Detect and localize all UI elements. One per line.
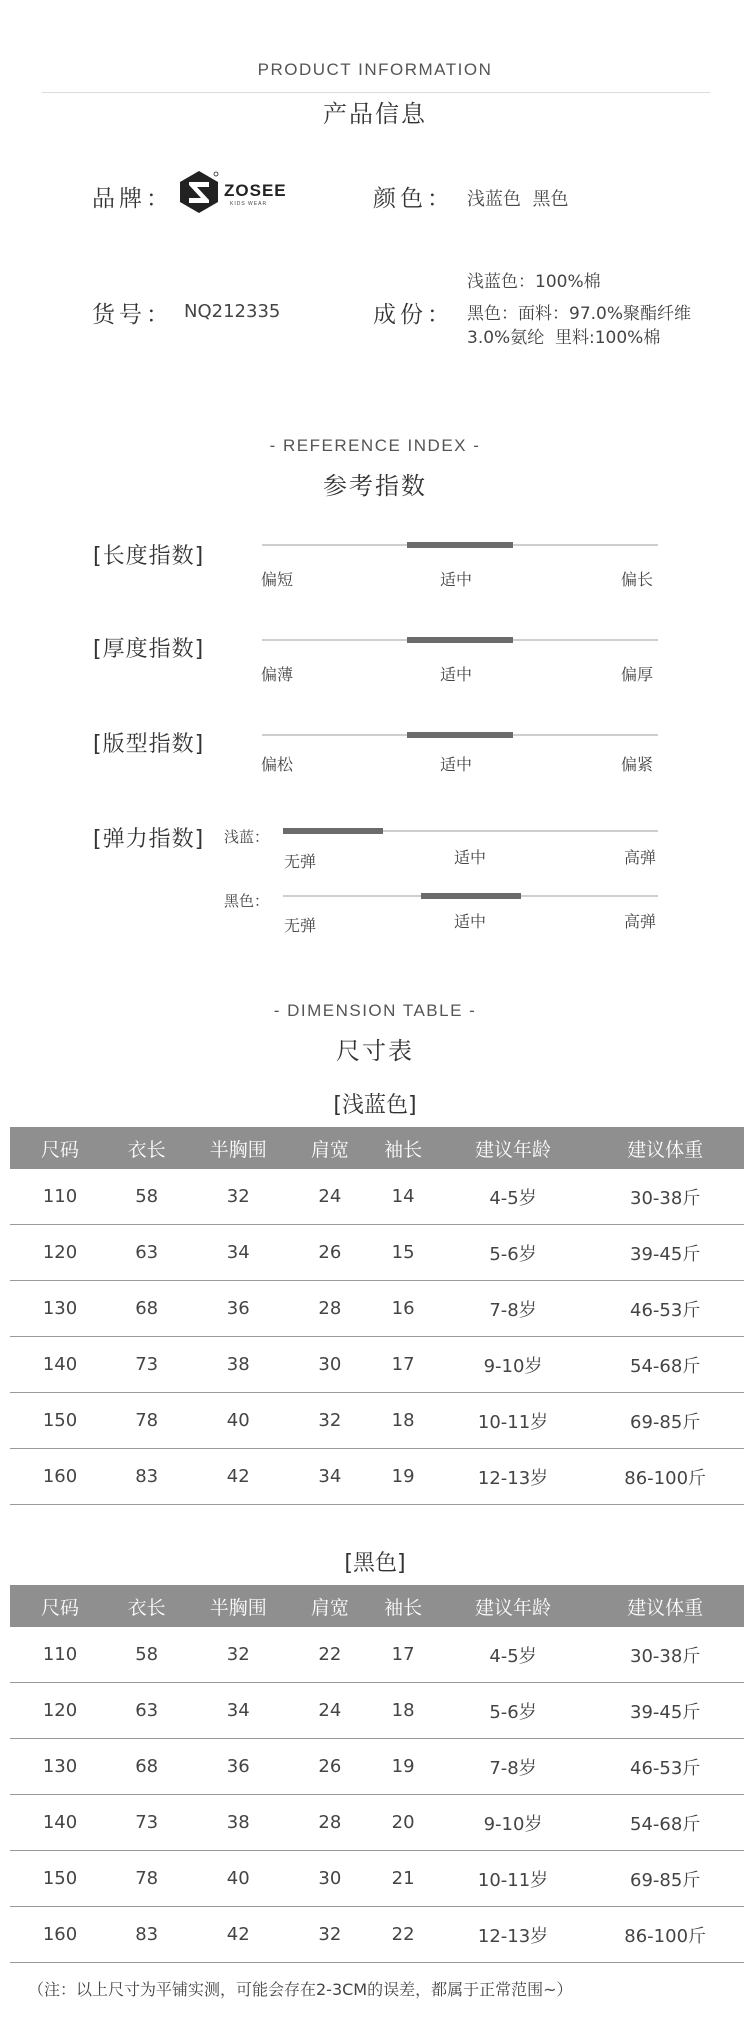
light-blue-size-table <box>10 1127 744 1505</box>
table-cell: 22 <box>366 1907 439 1963</box>
thickness-index-right: 偏厚 <box>621 665 654 684</box>
table-cell: 32 <box>183 1627 293 1683</box>
fit-index-mid: 适中 <box>440 755 473 774</box>
header-length: 衣长 <box>110 1127 183 1169</box>
elasticity-black-mid: 适中 <box>454 912 487 931</box>
sku-label: 货号： <box>92 302 173 328</box>
table-cell: 68 <box>110 1739 183 1795</box>
material-label: 成份： <box>373 302 454 328</box>
table-row <box>10 1449 744 1505</box>
table-cell: 18 <box>366 1683 439 1739</box>
table-row <box>10 1225 744 1281</box>
dimension-title-en: - DIMENSION TABLE - <box>273 1001 477 1020</box>
table-cell: 38 <box>183 1795 293 1851</box>
divider <box>42 92 710 93</box>
table-row <box>10 1907 744 1963</box>
fit-index-right: 偏紧 <box>621 755 654 774</box>
light-blue-table-title: [浅蓝色] <box>333 1093 417 1118</box>
table-cell: 5-6岁 <box>440 1683 587 1739</box>
table-cell: 110 <box>10 1627 110 1683</box>
table-cell: 140 <box>10 1337 110 1393</box>
table-cell: 26 <box>293 1739 366 1795</box>
logo-subtext: KIDS WEAR <box>230 201 268 207</box>
table-cell: 18 <box>366 1393 439 1449</box>
table-cell: 28 <box>293 1795 366 1851</box>
table-cell: 58 <box>110 1627 183 1683</box>
elasticity-black-left: 无弹 <box>284 916 317 935</box>
table-cell: 150 <box>10 1851 110 1907</box>
table-cell: 19 <box>366 1739 439 1795</box>
header-half-chest: 半胸围 <box>183 1585 293 1627</box>
table-cell: 69-85斤 <box>586 1851 744 1907</box>
header-weight: 建议体重 <box>586 1127 744 1169</box>
table-cell: 42 <box>183 1907 293 1963</box>
header-sleeve: 袖长 <box>366 1127 439 1169</box>
material-line-2: 黑色：面料：97.0%聚酯纤维 <box>467 304 692 324</box>
table-cell: 63 <box>110 1225 183 1281</box>
table-cell: 21 <box>366 1851 439 1907</box>
table-cell: 26 <box>293 1225 366 1281</box>
table-cell: 30-38斤 <box>586 1169 744 1225</box>
table-cell: 36 <box>183 1281 293 1337</box>
table-cell: 39-45斤 <box>586 1683 744 1739</box>
fit-index-marker <box>407 732 513 738</box>
table-row <box>10 1337 744 1393</box>
table-cell: 30 <box>293 1337 366 1393</box>
table-cell: 38 <box>183 1337 293 1393</box>
table-cell: 7-8岁 <box>440 1281 587 1337</box>
elasticity-light-blue-left: 无弹 <box>284 852 317 871</box>
table-cell: 19 <box>366 1449 439 1505</box>
measurement-note: （注：以上尺寸为平铺实测，可能会存在2-3CM的误差，都属于正常范围~） <box>28 1980 573 1999</box>
thickness-index-left: 偏薄 <box>261 665 294 684</box>
table-cell: 58 <box>110 1169 183 1225</box>
table-cell: 83 <box>110 1907 183 1963</box>
table-cell: 32 <box>183 1169 293 1225</box>
header-size: 尺码 <box>10 1585 110 1627</box>
table-cell: 9-10岁 <box>440 1337 587 1393</box>
product-info-title-cn: 产品信息 <box>323 100 427 128</box>
dimension-title-cn: 尺寸表 <box>336 1037 414 1065</box>
table-cell: 73 <box>110 1795 183 1851</box>
table-cell: 160 <box>10 1449 110 1505</box>
table-cell: 78 <box>110 1393 183 1449</box>
table-cell: 24 <box>293 1169 366 1225</box>
table-cell: 78 <box>110 1851 183 1907</box>
table-cell: 40 <box>183 1851 293 1907</box>
table-cell: 17 <box>366 1337 439 1393</box>
table-cell: 7-8岁 <box>440 1739 587 1795</box>
color-label: 颜色： <box>373 186 454 212</box>
table-cell: 120 <box>10 1225 110 1281</box>
header-sleeve: 袖长 <box>366 1585 439 1627</box>
table-cell: 4-5岁 <box>440 1627 587 1683</box>
header-half-chest: 半胸围 <box>183 1127 293 1169</box>
brand-label: 品牌： <box>92 186 173 212</box>
table-cell: 120 <box>10 1683 110 1739</box>
elasticity-light-blue-marker <box>283 828 383 834</box>
table-cell: 39-45斤 <box>586 1225 744 1281</box>
table-cell: 36 <box>183 1739 293 1795</box>
table-cell: 42 <box>183 1449 293 1505</box>
table-header-row <box>10 1127 744 1169</box>
table-cell: 32 <box>293 1907 366 1963</box>
table-cell: 15 <box>366 1225 439 1281</box>
brand-logo <box>178 170 290 216</box>
table-cell: 32 <box>293 1393 366 1449</box>
table-cell: 10-11岁 <box>440 1851 587 1907</box>
header-shoulder: 肩宽 <box>293 1585 366 1627</box>
elasticity-index-label: [弹力指数] <box>93 827 205 852</box>
table-cell: 86-100斤 <box>586 1907 744 1963</box>
header-age: 建议年龄 <box>440 1127 587 1169</box>
table-cell: 150 <box>10 1393 110 1449</box>
table-cell: 140 <box>10 1795 110 1851</box>
table-cell: 12-13岁 <box>440 1449 587 1505</box>
table-cell: 10-11岁 <box>440 1393 587 1449</box>
header-shoulder: 肩宽 <box>293 1127 366 1169</box>
table-cell: 22 <box>293 1627 366 1683</box>
logo-text: ZOSEE <box>224 181 287 200</box>
header-size: 尺码 <box>10 1127 110 1169</box>
table-cell: 16 <box>366 1281 439 1337</box>
table-row <box>10 1393 744 1449</box>
elasticity-light-blue-mid: 适中 <box>454 848 487 867</box>
table-cell: 130 <box>10 1281 110 1337</box>
table-row <box>10 1169 744 1225</box>
table-row <box>10 1739 744 1795</box>
table-cell: 30 <box>293 1851 366 1907</box>
table-cell: 34 <box>183 1225 293 1281</box>
table-cell: 12-13岁 <box>440 1907 587 1963</box>
thickness-index-label: [厚度指数] <box>93 637 205 662</box>
length-index-right: 偏长 <box>621 570 654 589</box>
table-row <box>10 1683 744 1739</box>
length-index-mid: 适中 <box>440 570 473 589</box>
table-cell: 20 <box>366 1795 439 1851</box>
reference-index-title-en: - REFERENCE INDEX - <box>269 436 481 455</box>
table-cell: 14 <box>366 1169 439 1225</box>
header-weight: 建议体重 <box>586 1585 744 1627</box>
table-cell: 83 <box>110 1449 183 1505</box>
table-cell: 4-5岁 <box>440 1169 587 1225</box>
thickness-index-marker <box>407 637 513 643</box>
fit-index-left: 偏松 <box>261 755 294 774</box>
table-cell: 5-6岁 <box>440 1225 587 1281</box>
table-row <box>10 1281 744 1337</box>
zosee-logo-icon <box>178 170 220 214</box>
table-cell: 68 <box>110 1281 183 1337</box>
color-value: 浅蓝色 黑色 <box>467 189 569 210</box>
black-size-table <box>10 1585 744 1963</box>
elasticity-black-marker <box>421 893 521 899</box>
length-index-marker <box>407 542 513 548</box>
table-cell: 46-53斤 <box>586 1281 744 1337</box>
length-index-label: [长度指数] <box>93 544 205 569</box>
table-cell: 54-68斤 <box>586 1337 744 1393</box>
material-line-3: 3.0%氨纶 里料:100%棉 <box>467 328 661 348</box>
table-header-row <box>10 1585 744 1627</box>
elasticity-black-label: 黑色： <box>224 892 270 910</box>
material-line-1: 浅蓝色：100%棉 <box>467 272 601 292</box>
table-cell: 110 <box>10 1169 110 1225</box>
table-cell: 54-68斤 <box>586 1795 744 1851</box>
table-cell: 28 <box>293 1281 366 1337</box>
thickness-index-mid: 适中 <box>440 665 473 684</box>
table-cell: 24 <box>293 1683 366 1739</box>
header-length: 衣长 <box>110 1585 183 1627</box>
black-table-title: [黑色] <box>344 1551 406 1576</box>
table-cell: 69-85斤 <box>586 1393 744 1449</box>
table-row <box>10 1795 744 1851</box>
table-cell: 30-38斤 <box>586 1627 744 1683</box>
table-cell: 34 <box>293 1449 366 1505</box>
table-cell: 17 <box>366 1627 439 1683</box>
table-cell: 34 <box>183 1683 293 1739</box>
length-index-left: 偏短 <box>261 570 294 589</box>
table-cell: 86-100斤 <box>586 1449 744 1505</box>
table-cell: 73 <box>110 1337 183 1393</box>
table-cell: 160 <box>10 1907 110 1963</box>
table-cell: 9-10岁 <box>440 1795 587 1851</box>
table-row <box>10 1627 744 1683</box>
reference-index-title-cn: 参考指数 <box>323 472 427 500</box>
header-age: 建议年龄 <box>440 1585 587 1627</box>
table-cell: 46-53斤 <box>586 1739 744 1795</box>
elasticity-black-right: 高弹 <box>624 912 657 931</box>
table-cell: 63 <box>110 1683 183 1739</box>
table-cell: 130 <box>10 1739 110 1795</box>
elasticity-light-blue-label: 浅蓝： <box>224 828 270 846</box>
elasticity-light-blue-right: 高弹 <box>624 848 657 867</box>
table-row <box>10 1851 744 1907</box>
fit-index-label: [版型指数] <box>93 732 205 757</box>
sku-value: NQ212335 <box>184 301 281 322</box>
product-info-title-en: PRODUCT INFORMATION <box>257 60 493 79</box>
table-cell: 40 <box>183 1393 293 1449</box>
